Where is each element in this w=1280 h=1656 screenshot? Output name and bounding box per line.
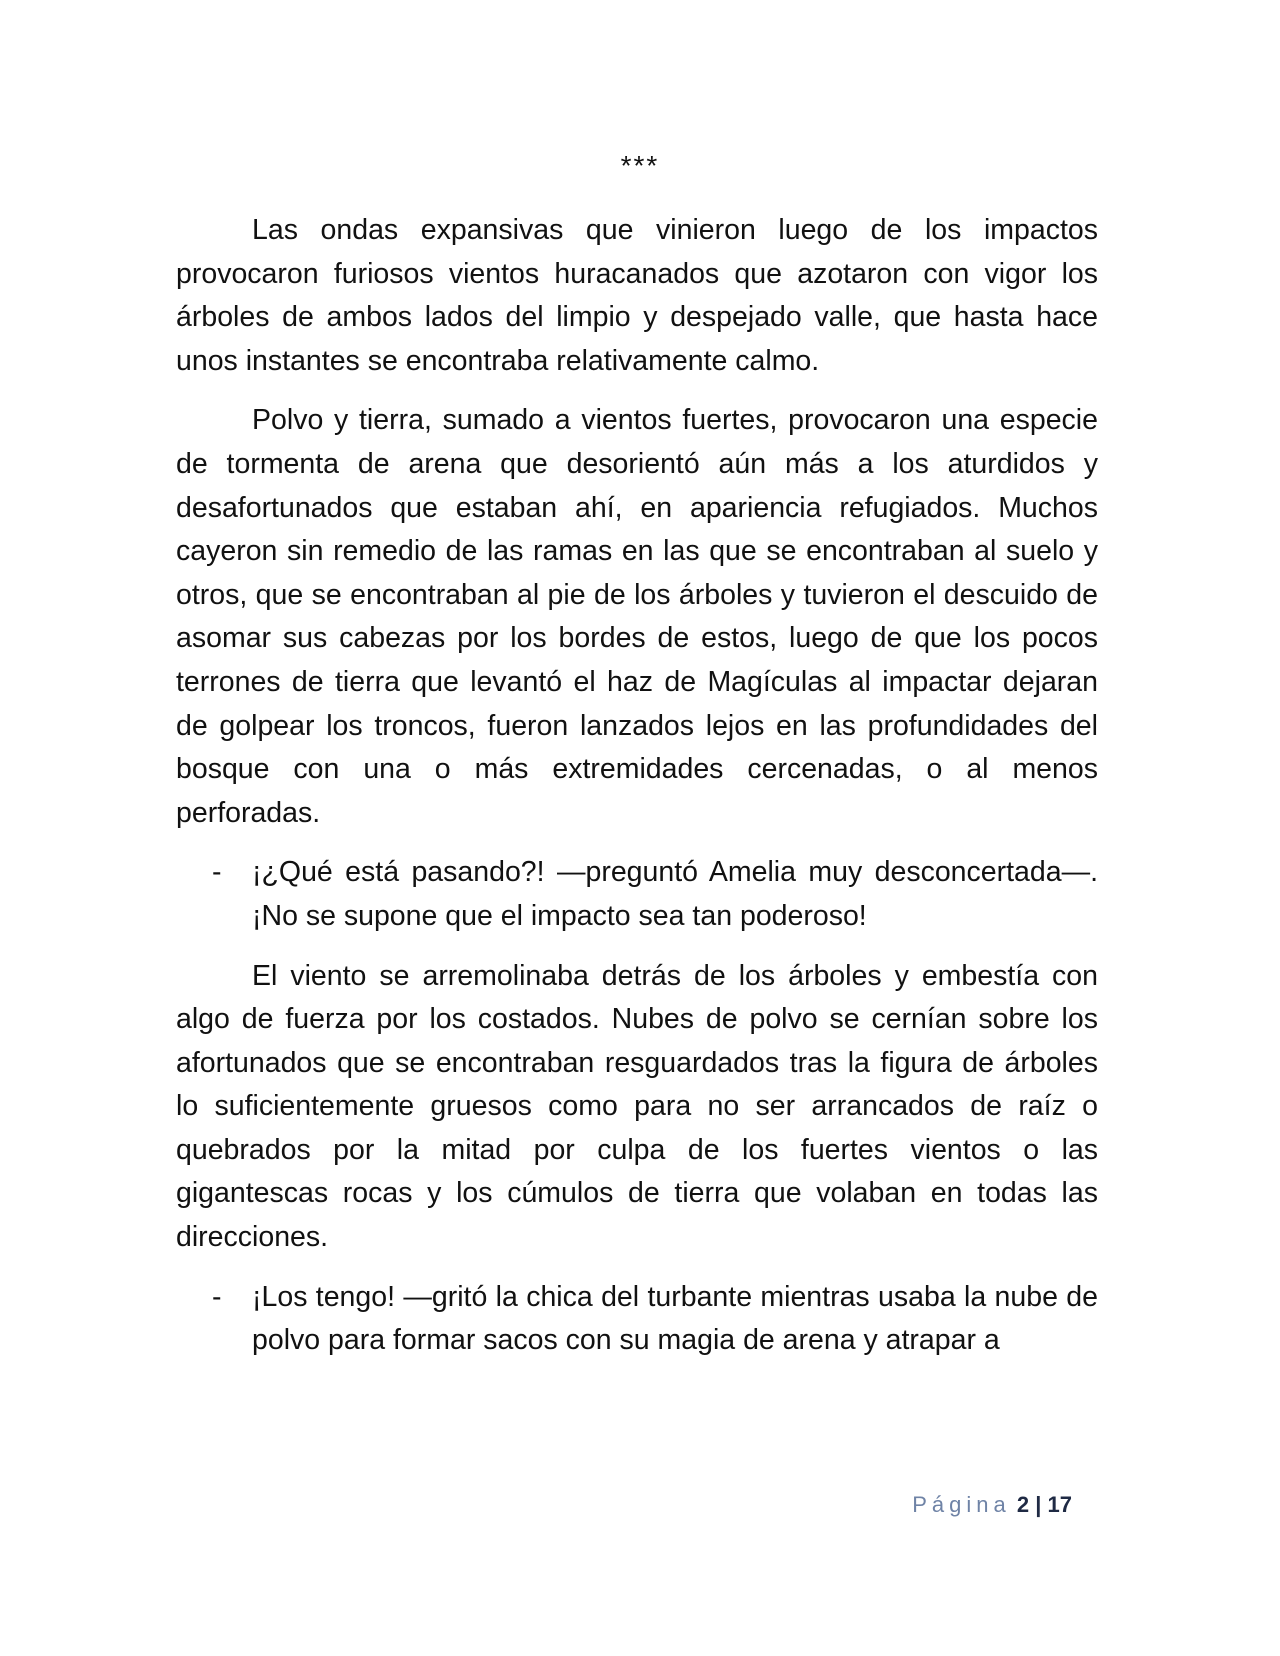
page-label: Página [912,1492,1011,1517]
body-text [176,209,1098,1379]
page-divider: | [1035,1492,1042,1517]
dialogue-line [176,1276,1098,1363]
total-pages: 17 [1047,1492,1072,1517]
paragraph: Las ondas expansivas que vinieron luego de los impactos provocaron furiosos vientos huracanados que azotaron con vigor los árboles de ambos lados del limpio y despejado valle, que hasta hace unos instantes se encontraba relativamente calmo. [176,214,1098,377]
dialogue-text: ¡¿Qué está pasando?! —preguntó Amelia muy desconcertada—. ¡No se supone que el impacto sea tan poderoso! [252,856,1098,932]
dialogue-dash: - [212,1280,222,1313]
page-footer [0,1490,1072,1520]
section-separator: *** [620,150,660,181]
dialogue-text: ¡Los tengo! —gritó la chica del turbante mientras usaba la nube de polvo para formar sacos con su magia de arena y atrapar a [252,1280,1098,1357]
paragraph: El viento se arremolinaba detrás de los árboles y embestía con algo de fuerza por los costados. Nubes de polvo se cernían sobre los afortunados que se encontraban resguardados tras la figura de árboles lo suficientemente gruesos como para no ser arrancados de raíz o quebrados por la mitad por culpa de los fuertes vientos o las gigantescas rocas y los cúmulos de tierra que volaban en todas las direcciones. [176,959,1098,1254]
dialogue-dash: - [212,856,222,889]
paragraph: Polvo y tierra, sumado a vientos fuertes, provocaron una especie de tormenta de arena que desorientó aún más a los aturdidos y desafortunados que estaban ahí, en apariencia refugiados. Muchos cayeron sin remedio de las ramas en las que se encontraban al suelo y otros, que se encontraban al pie de los árboles y tuvieron el descuido de asomar sus cabezas por los bordes de estos, luego de que los pocos terrones de tierra que levantó el haz de Magículas al impactar dejaran de golpear los troncos, fueron lanzados lejos en las profundidades del bosque con una o más extremidades cercenadas, o al menos perforadas. [176,404,1098,829]
page-number: 2 [1016,1492,1030,1517]
dialogue-line [176,851,1098,938]
